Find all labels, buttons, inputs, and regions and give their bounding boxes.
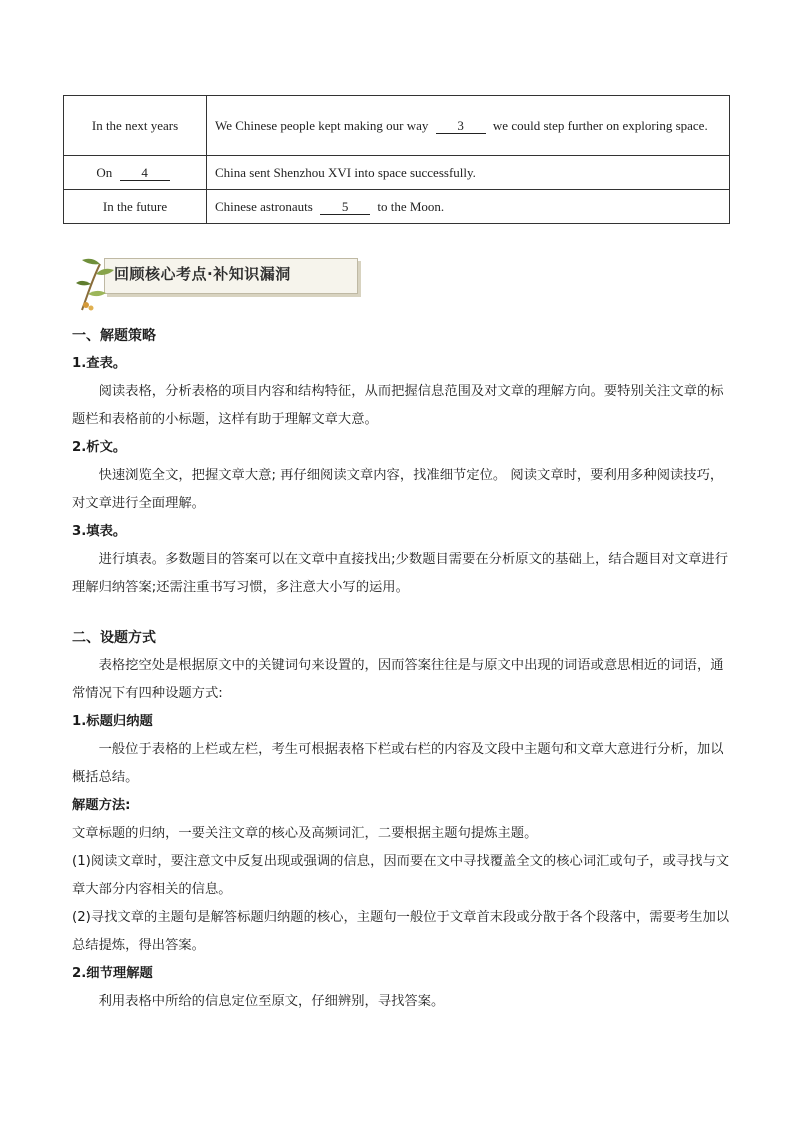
item-title: 1.标题归纳题: [72, 714, 153, 729]
table-cell-text: [207, 190, 730, 224]
main-content: [72, 322, 732, 1016]
table-cell-text: [207, 96, 730, 156]
method-text: 文章标题的归纳，一要关注文章的核心及高频词汇，二要根据主题句提炼主题。: [72, 826, 538, 841]
cell-text: We Chinese people kept making our way: [215, 117, 429, 133]
item-text: 快速浏览全文，把握文章大意; 再仔细阅读文章内容，找准细节定位。 阅读文章时，要利用多种阅读技巧，对文章进行全面理解。: [72, 468, 724, 511]
section-banner: [74, 250, 364, 312]
section-intro: 表格挖空处是根据原文中的关键词句来设置的，因而答案往往是与原文中出现的词语或意思相近的词语，通常情况下有四种设题方式:: [72, 658, 724, 701]
table-cell-label: [64, 156, 207, 190]
table-cell-label: In the future: [64, 190, 207, 224]
method-label: 解题方法:: [72, 798, 131, 813]
fill-blank: 3: [436, 119, 486, 134]
fill-blank: 5: [320, 200, 370, 215]
fill-blank: 4: [120, 166, 170, 181]
cell-text: On: [96, 164, 113, 180]
table-row: [64, 190, 730, 224]
section-heading: 二、设题方式: [72, 630, 156, 646]
info-table: [63, 95, 730, 224]
cell-text: to the Moon.: [377, 198, 445, 214]
spacer: [72, 602, 732, 624]
method-point: (2)寻找文章的主题句是解答标题归纳题的核心，主题句一般位于文章首末段或分散于各个段落中，需要考生加以总结提炼，得出答案。: [72, 910, 730, 953]
table-cell-label: In the next years: [64, 96, 207, 156]
item-title: 1.查表。: [72, 356, 127, 371]
item-text: 利用表格中所给的信息定位至原文，仔细辨别，寻找答案。: [98, 994, 445, 1009]
item-title: 2.细节理解题: [72, 966, 153, 981]
banner-title: 回顾核心考点·补知识漏洞: [114, 265, 291, 283]
table-row: [64, 96, 730, 156]
table-cell-text: China sent Shenzhou XVI into space successfully.: [207, 156, 730, 190]
bamboo-leaf-icon: [74, 250, 118, 312]
method-point: (1)阅读文章时，要注意文中反复出现或强调的信息，因而要在文中寻找覆盖全文的核心词汇或句子，或寻找与文章大部分内容相关的信息。: [72, 854, 730, 897]
table-row: [64, 156, 730, 190]
cell-text: we could step further on exploring space.: [492, 117, 708, 133]
item-text: 进行填表。多数题目的答案可以在文章中直接找出;少数题目需要在分析原文的基础上，结合题目对文章进行理解归纳答案;还需注重书写习惯，多注意大小写的运用。: [72, 552, 729, 595]
item-title: 3.填表。: [72, 524, 127, 539]
item-text: 阅读表格，分析表格的项目内容和结构特征，从而把握信息范围及对文章的理解方向。要特别关注文章的标题栏和表格前的小标题，这样有助于理解文章大意。: [72, 384, 724, 427]
item-text: 一般位于表格的上栏或左栏，考生可根据表格下栏或右栏的内容及文段中主题句和文章大意进行分析，加以概括总结。: [72, 742, 724, 785]
section-heading: 一、解题策略: [72, 328, 156, 344]
item-title: 2.析文。: [72, 440, 127, 455]
cell-text: Chinese astronauts: [215, 198, 313, 214]
